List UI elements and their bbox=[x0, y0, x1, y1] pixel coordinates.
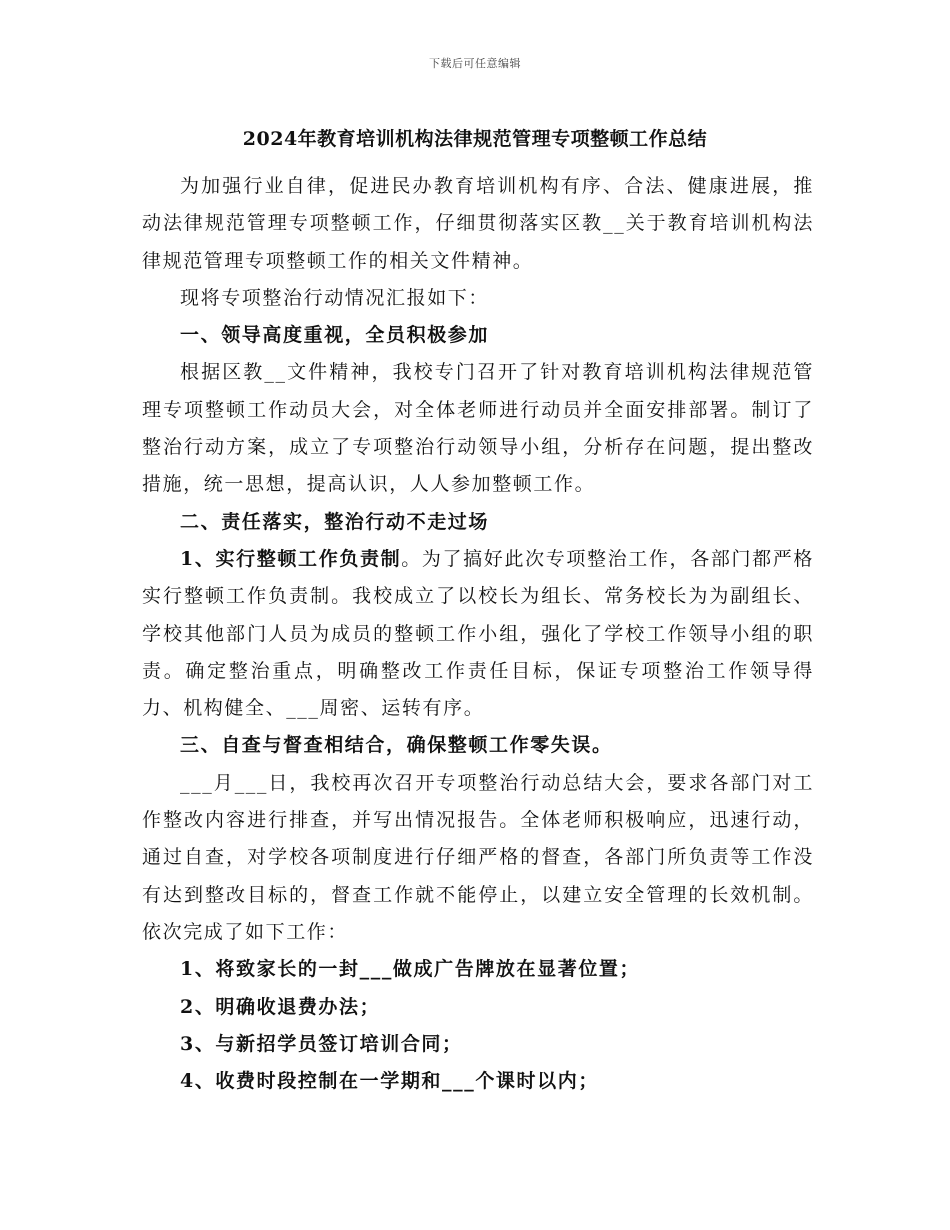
section1-paragraph: 根据区教__文件精神，我校专门召开了针对教育培训机构法律规范管理专项整顿工作动员大会，对全体老师进行动员并全面安排部署。制订了整治行动方案，成立了专项整治行动领导小组，分析存在问题，提出整改措施，统一思想，提高认识，人人参加整顿工作。 bbox=[142, 361, 814, 496]
section2-paragraph bbox=[142, 541, 814, 727]
list-item: 4、收费时段控制在一学期和___个课时以内； bbox=[180, 1070, 599, 1093]
section2-heading: 二、责任落实，整治行动不走过场 bbox=[180, 510, 490, 533]
section1-heading: 一、领导高度重视，全员积极参加 bbox=[180, 324, 490, 347]
section3-paragraph: ___月___日，我校再次召开专项整治行动总结大会，要求各部门对工作整改内容进行排查，并写出情况报告。全体老师积极响应，迅速行动，通过自查，对学校各项制度进行仔细严格的督查，各部门所负责等工作没有达到整改目标的，督查工作就不能停止，以建立安全管理的长效机制。依次完成了如下工作： bbox=[142, 771, 814, 943]
report-paragraph: 现将专项整治行动情况汇报如下： bbox=[180, 286, 490, 309]
header-note: 下载后可任意编辑 bbox=[429, 57, 521, 70]
list-item: 3、与新招学员签订培训合同； bbox=[180, 1032, 463, 1055]
list-item: 1、将致家长的一封___做成广告牌放在显著位置； bbox=[180, 958, 641, 981]
document-body bbox=[142, 168, 814, 1100]
section2-text: 。为了搞好此次专项整治工作，各部门都严格实行整顿工作负责制。我校成立了以校长为组长、常务校长为为副组长、学校其他部门人员为成员的整顿工作小组，强化了学校工作领导小组的职责。确定整治重点，明确整改工作责任目标，保证专项整治工作领导得力、机构健全、___周密、运转有序。 bbox=[142, 547, 814, 720]
section2-lead: 1、实行整顿工作负责制 bbox=[180, 547, 402, 570]
list-item: 2、明确收退费办法； bbox=[180, 995, 381, 1018]
intro-paragraph: 为加强行业自律，促进民办教育培训机构有序、合法、健康进展，推动法律规范管理专项整顿工作，仔细贯彻落实区教__关于教育培训机构法律规范管理专项整顿工作的相关文件精神。 bbox=[142, 175, 814, 272]
document-title: 2024年教育培训机构法律规范管理专项整顿工作总结 bbox=[242, 128, 708, 150]
section3-heading: 三、自查与督查相结合，确保整顿工作零失误。 bbox=[180, 734, 613, 757]
